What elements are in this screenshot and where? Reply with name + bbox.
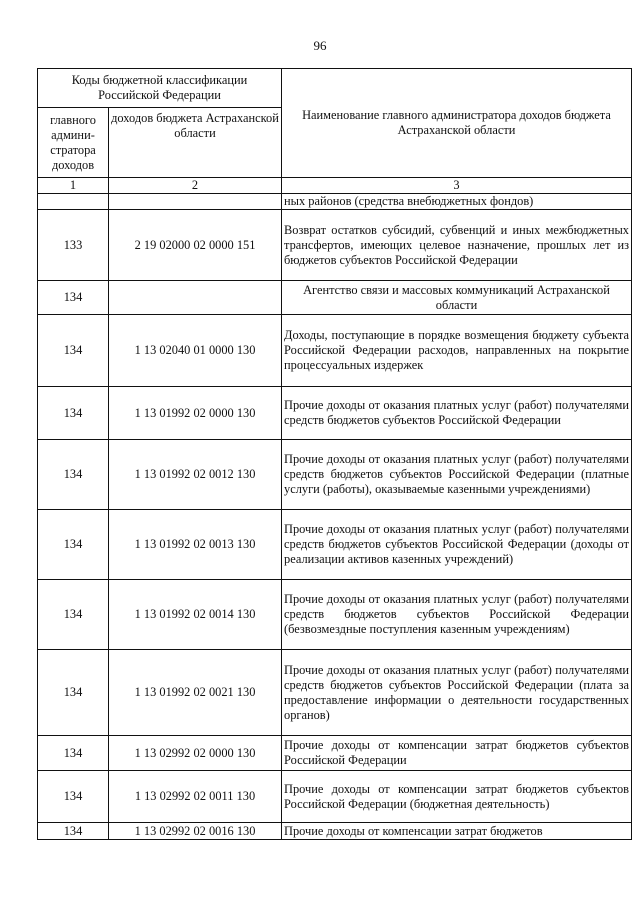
name-cell: Возврат остатков субсидий, субвенций и иных межбюджетных трансфертов, имеющих целевое назначение, прошлых лет из бюджетов субъектов Российской Федерации [282,210,632,281]
table-row [38,387,632,440]
table-row [38,210,632,281]
agency-name-cell: Агентство связи и массовых коммуникаций Астраханской области [282,281,632,315]
table-row [38,650,632,736]
name-cell: Прочие доходы от оказания платных услуг (работ) получателями средств бюджетов субъектов Российской Федерации (плата за предоставление информации о деятельности государственных органов) [282,650,632,736]
budget-classification-table [37,68,632,840]
header-admin-column: главного админи-стратора доходов [38,108,109,178]
table-row [38,823,632,840]
budget-code-cell: 1 13 02992 02 0016 130 [109,823,282,840]
table-row [38,315,632,387]
admin-code-cell: 134 [38,771,109,823]
table-row [38,736,632,771]
admin-code-cell: 134 [38,823,109,840]
budget-code-cell: 1 13 02040 01 0000 130 [109,315,282,387]
column-number: 1 [38,178,109,194]
column-number: 2 [109,178,282,194]
budget-code-cell: 1 13 01992 02 0014 130 [109,580,282,650]
budget-code-cell: 1 13 01992 02 0012 130 [109,440,282,510]
table-row [38,194,632,210]
name-cell: Прочие доходы от оказания платных услуг (работ) получателями средств бюджетов субъектов Российской Федерации (платные услуги (работы), оказываемые казенными учреждениями) [282,440,632,510]
table-row [38,771,632,823]
budget-code-cell: 1 13 02992 02 0011 130 [109,771,282,823]
table-row [38,440,632,510]
name-cell: ных районов (средства внебюджетных фондов) [282,194,632,210]
name-cell: Прочие доходы от оказания платных услуг (работ) получателями средств бюджетов субъектов Российской Федерации (безвозмездные поступления казенным учреждениям) [282,580,632,650]
header-name-column: Наименование главного администратора доходов бюджета Астраханской области [282,69,632,178]
budget-code-cell: 1 13 01992 02 0000 130 [109,387,282,440]
name-cell: Доходы, поступающие в порядке возмещения бюджету субъекта Российской Федерации расходов, направленных на покрытие процессуальных издержек [282,315,632,387]
budget-code-cell [109,194,282,210]
admin-code-cell: 134 [38,281,109,315]
header-code-column: доходов бюджета Астраханской области [109,108,282,178]
admin-code-cell: 134 [38,736,109,771]
budget-code-cell: 2 19 02000 02 0000 151 [109,210,282,281]
admin-code-cell: 133 [38,210,109,281]
budget-code-cell: 1 13 01992 02 0013 130 [109,510,282,580]
name-cell: Прочие доходы от компенсации затрат бюджетов субъектов Российской Федерации [282,736,632,771]
header-group: Коды бюджетной классификации Российской Федерации [38,69,282,108]
admin-code-cell: 134 [38,580,109,650]
budget-code-cell: 1 13 01992 02 0021 130 [109,650,282,736]
name-cell: Прочие доходы от компенсации затрат бюджетов [282,823,632,840]
name-cell: Прочие доходы от оказания платных услуг (работ) получателями средств бюджетов субъектов Российской Федерации [282,387,632,440]
budget-code-cell [109,281,282,315]
admin-code-cell [38,194,109,210]
name-cell: Прочие доходы от оказания платных услуг (работ) получателями средств бюджетов субъектов Российской Федерации (доходы от реализации активов казенных учреждений) [282,510,632,580]
admin-code-cell: 134 [38,387,109,440]
admin-code-cell: 134 [38,650,109,736]
page-number: 96 [313,38,327,53]
table-row [38,580,632,650]
column-numbers-row [38,178,632,194]
header-row-top [38,69,632,108]
name-cell: Прочие доходы от компенсации затрат бюджетов субъектов Российской Федерации (бюджетная деятельность) [282,771,632,823]
table-row [38,281,632,315]
admin-code-cell: 134 [38,315,109,387]
table-row [38,510,632,580]
budget-code-cell: 1 13 02992 02 0000 130 [109,736,282,771]
admin-code-cell: 134 [38,440,109,510]
admin-code-cell: 134 [38,510,109,580]
column-number: 3 [282,178,632,194]
